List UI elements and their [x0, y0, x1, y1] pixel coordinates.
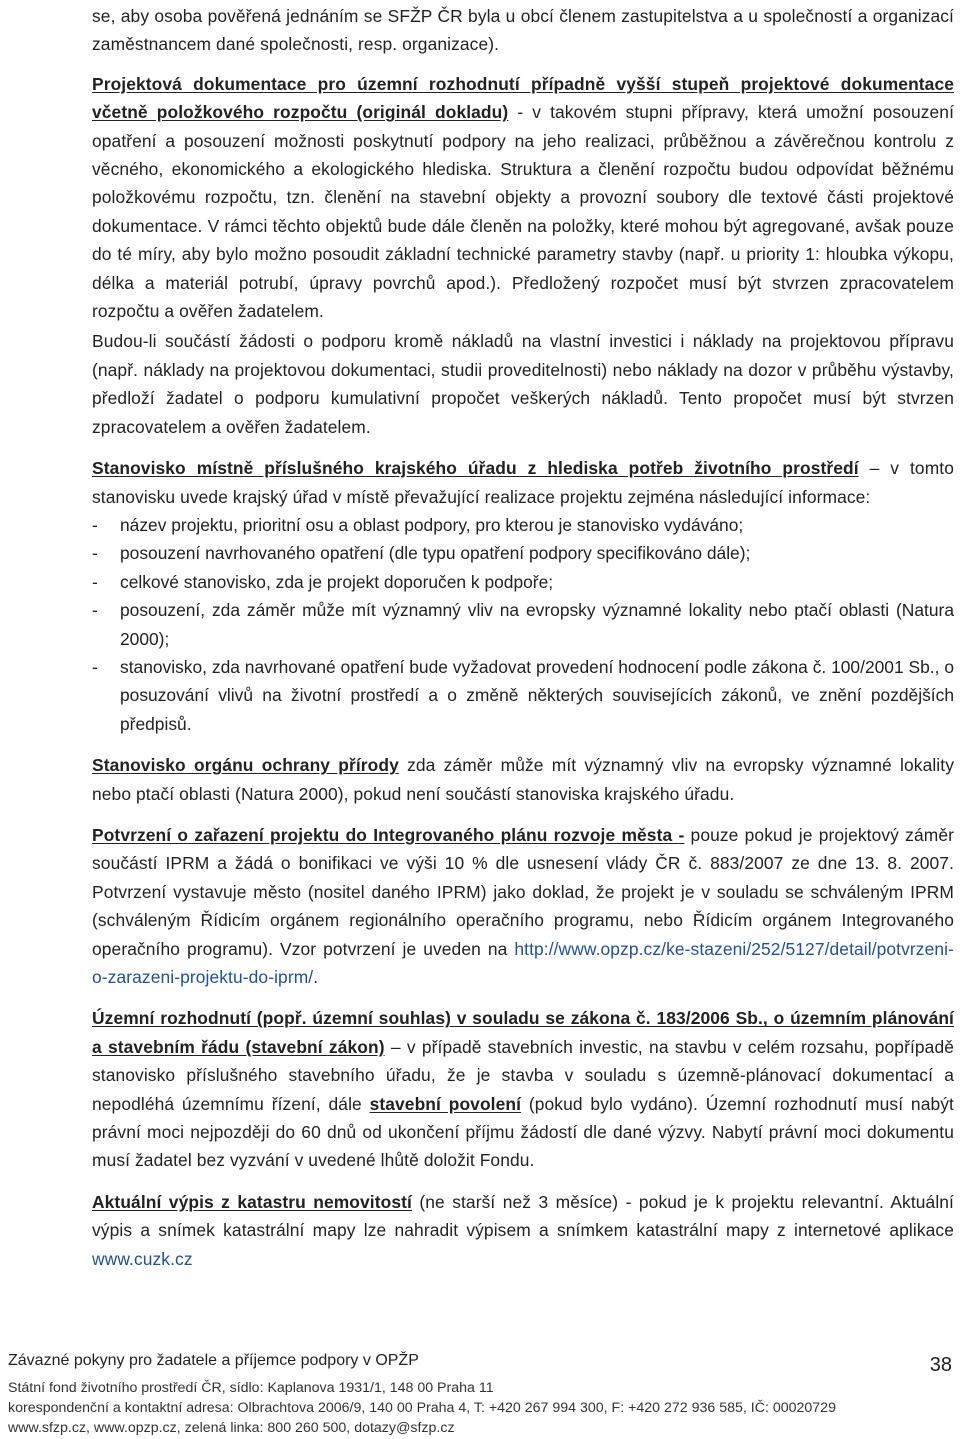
- list-item: - stanovisko, zda navrhované opatření bude vyžadovat provedení hodnocení podle zákona č. 100/2001 Sb., o posuzování vlivů na životní prostředí a o změně některých souvisejících zákonů, ve znění pozdějších předpisů.: [92, 653, 954, 738]
- list-item: - posouzení navrhovaného opatření (dle typu opatření podpory specifikováno dále);: [92, 539, 954, 567]
- paragraph-project-costs: Budou-li součástí žádosti o podporu kromě nákladů na vlastní investici i náklady na projektovou přípravu (např. náklady na projektovou dokumentaci, studii proveditelnosti) nebo náklady na dozor v průběhu výstavby, předloží žadatel o podporu kumulativní propočet veškerých nákladů. Tento propočet musí být stvrzen zpracovatelem a ověřen žadatelem.: [92, 331, 954, 437]
- paragraph-cadastre-extract: Aktuální výpis z katastru nemovitostí (ne starší než 3 měsíce) - pokud je k projektu relevantní. Aktuální výpis a snímek katastrální mapy lze nahradit výpisem a snímkem katastrální mapy z internetové aplikace www.cuzk.cz: [92, 1191, 954, 1269]
- opinion-requirements-list: [92, 511, 954, 738]
- paragraph-iprm-confirmation: Potvrzení o zařazení projektu do Integrovaného plánu rozvoje města - pouze pokud je projektový záměr součástí IPRM a žádá o bonifikaci ve výši 10 % dle usnesení vlády ČR č. 883/2007 ze dne 13. 8. 2007. Potvrzení vystavuje město (nositel daného IPRM) jako doklad, že projekt je v souladu se schváleným IPRM (schváleným Řídicím orgánem regionálního operačního programu, nebo Řídicím orgánem Integrovaného operačního programu). Vzor potvrzení je uveden na http://www.opzp.cz/ke-stazeni/252/5127/detail/potvrzeni-o-zarazeni-projektu-do-iprm/.: [92, 824, 954, 987]
- list-item: - posouzení, zda záměr může mít významný vliv na evropsky významné lokality nebo ptačí oblasti (Natura 2000);: [92, 596, 954, 653]
- heading-nature-protection: Stanovisko orgánu ochrany přírody: [92, 755, 399, 776]
- list-item: - celkové stanovisko, zda je projekt doporučen k podpoře;: [92, 568, 954, 596]
- footer-document-title: Závazné pokyny pro žadatele a příjemce podpory v OPŽP: [8, 1352, 419, 1369]
- heading-regional-office-opinion: Stanovisko místně příslušného krajského úřadu z hlediska potřeb životního prostředí: [92, 458, 859, 479]
- cuzk-link[interactable]: www.cuzk.cz: [92, 1248, 193, 1269]
- building-permit-label: stavební povolení: [369, 1093, 522, 1114]
- document-body: [92, 0, 954, 1273]
- paragraph-zoning-decision: Územní rozhodnutí (popř. územní souhlas) v souladu se zákona č. 183/2006 Sb., o územním plánování a stavebním řádu (stavební zákon) – v případě stavebních investic, na stavbu v celém rozsahu, popřípadě stanovisko příslušného stavebního úřadu, že je stavba v souladu s územně-plánovací dokumentací a nepodléhá územnímu řízení, dále stavební povolení (pokud bylo vydáno). Územní rozhodnutí musí nabýt právní moci nejpozději do 60 dnů od ukončení příjmu žádostí dle dané výzvy. Nabytí právní moci dokumentu musí žadatel bez vyzvání v uvedené lhůtě doložit Fondu.: [92, 1008, 954, 1171]
- paragraph-regional-office-opinion: Stanovisko místně příslušného krajského úřadu z hlediska potřeb životního prostředí – v tomto stanovisku uvede krajský úřad v místě převažující realizace projektu zejména následující informace:: [92, 458, 954, 507]
- paragraph-project-documentation: Projektová dokumentace pro územní rozhodnutí případně vyšší stupeň projektové dokumentace včetně položkového rozpočtu (originál dokladu) - v takovém stupni přípravy, která umožní posouzení opatření a posouzení možnosti poskytnutí podpory na jeho realizaci, průběžnou a závěrečnou kontrolu z věcného, ekonomického a ekologického hlediska. Struktura a členění rozpočtu budou odpovídat běžnému položkovému rozpočtu, tzn. členění na stavební objekty a provozní soubory dle textové části projektové dokumentace. V rámci těchto objektů bude dále členěn na položky, které mohou být agregované, avšak pouze do té míry, aby bylo možno posoudit základní technické parametry stavby (např. u priority 1: hloubka výkopu, délka a materiál potrubí, úpravy povrchů apod.). Předložený rozpočet musí být stvrzen zpracovatelem rozpočtu a ověřen žadatelem.: [92, 73, 954, 322]
- list-item: - název projektu, prioritní osu a oblast podpory, pro kterou je stanovisko vydáváno;: [92, 511, 954, 539]
- paragraph-nature-protection: Stanovisko orgánu ochrany přírody zda záměr může mít významný vliv na evropsky významné lokality nebo ptačí oblasti (Natura 2000), pokud není součástí stanoviska krajského úřadu.: [92, 755, 954, 804]
- heading-cadastre-extract: Aktuální výpis z katastru nemovitostí: [92, 1191, 412, 1212]
- heading-iprm-confirmation: Potvrzení o zařazení projektu do Integrovaného plánu rozvoje města -: [92, 824, 685, 845]
- footer-websites: www.sfzp.cz, www.opzp.cz, zelená linka: 800 260 500, dotazy@sfzp.cz: [8, 1420, 455, 1436]
- footer-address: Státní fond životního prostředí ČR, sídlo: Kaplanova 1931/1, 148 00 Praha 11: [8, 1380, 494, 1396]
- page-number: 38: [929, 1354, 952, 1376]
- paragraph-intro: se, aby osoba pověřená jednáním se SFŽP ČR byla u obcí členem zastupitelstva a u společností a organizací zaměstnancem dané společnosti, resp. organizace).: [92, 6, 954, 55]
- iprm-template-link[interactable]: http://www.opzp.cz/ke-stazeni/252/5127/detail/potvrzeni-o-zarazeni-projektu-do-iprm/: [92, 938, 954, 987]
- footer-contact-address: korespondenční a kontaktní adresa: Olbrachtova 2006/9, 140 00 Praha 4, T: +420 267 994 300, F: +420 272 936 585, IČ: 00020729: [8, 1400, 836, 1416]
- heading-project-documentation: Projektová dokumentace pro územní rozhodnutí případně vyšší stupeň projektové dokumentace včetně položkového rozpočtu (originál dokladu): [92, 73, 954, 123]
- heading-zoning-decision: Územní rozhodnutí (popř. územní souhlas) v souladu se zákona č. 183/2006 Sb., o územním plánování a stavebním řádu (stavební zákon): [92, 1008, 954, 1057]
